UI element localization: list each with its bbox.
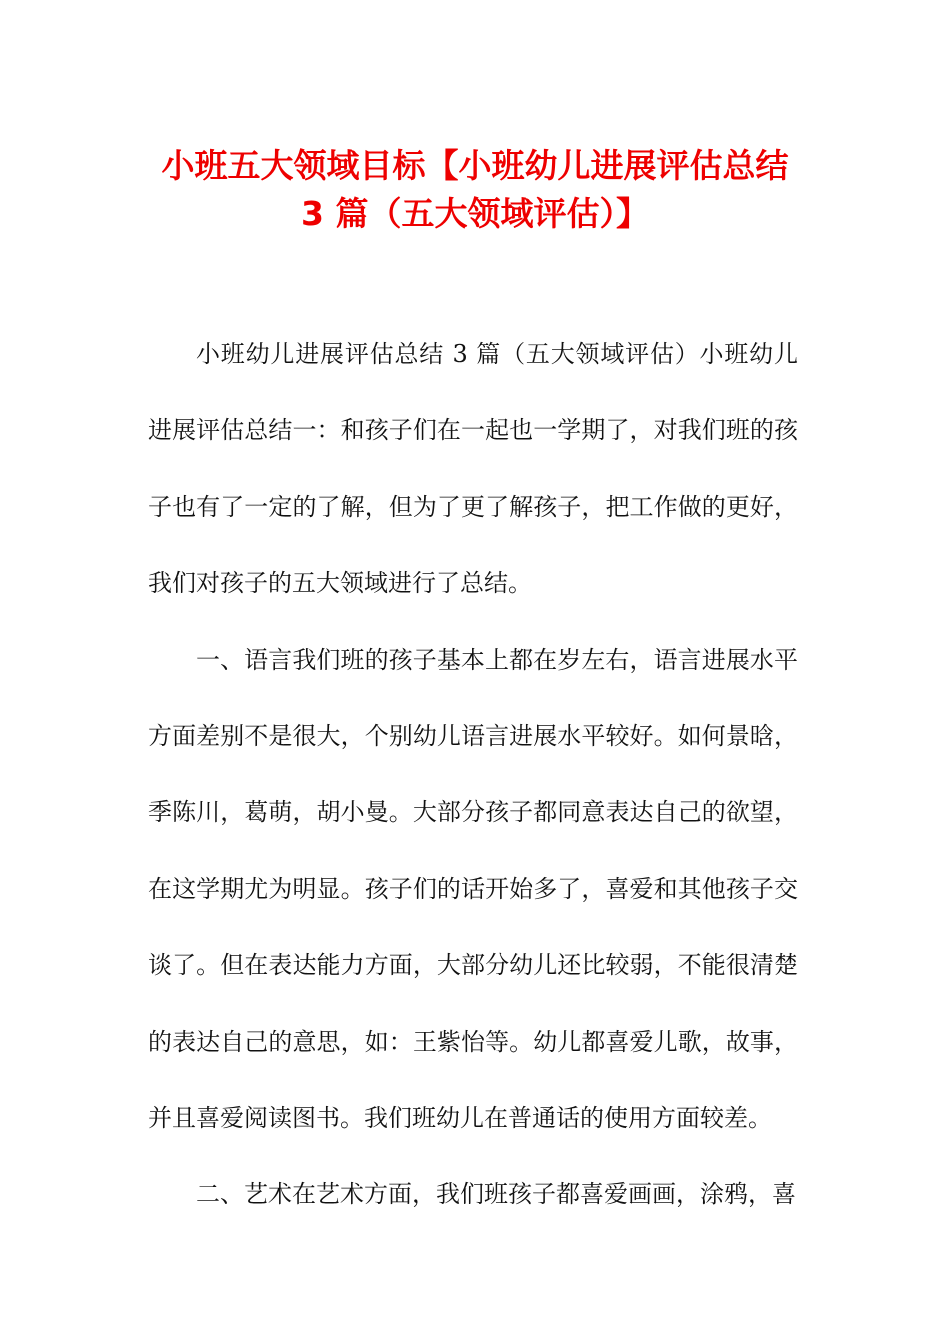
document-title	[120, 142, 830, 238]
paragraph-art: 二、艺术在艺术方面，我们班孩子都喜爱画画，涂鸦，喜	[196, 1180, 796, 1209]
title-line-2: 3 篇（五大领域评估）】	[301, 194, 649, 233]
title-line-1: 小班五大领域目标【小班幼儿进展评估总结	[161, 146, 789, 185]
paragraph-language: 一、语言我们班的孩子基本上都在岁左右，语言进展水平方面差别不是很大，个别幼儿语言进展水平较好。如何景晗，季陈川，葛萌，胡小曼。大部分孩子都同意表达自己的欲望，在这学期尤为明显。孩子们的话开始多了，喜爱和其他孩子交谈了。但在表达能力方面，大部分幼儿还比较弱，不能很清楚的表达自己的意思，如：王紫怡等。幼儿都喜爱儿歌，故事，并且喜爱阅读图书。我们班幼儿在普通话的使用方面较差。	[148, 645, 798, 1133]
document-body	[148, 316, 798, 1233]
paragraph-intro: 小班幼儿进展评估总结 3 篇（五大领域评估）小班幼儿进展评估总结一：和孩子们在一起也一学期了，对我们班的孩子也有了一定的了解，但为了更了解孩子，把工作做的更好，我们对孩子的五大领域进行了总结。	[148, 340, 798, 598]
